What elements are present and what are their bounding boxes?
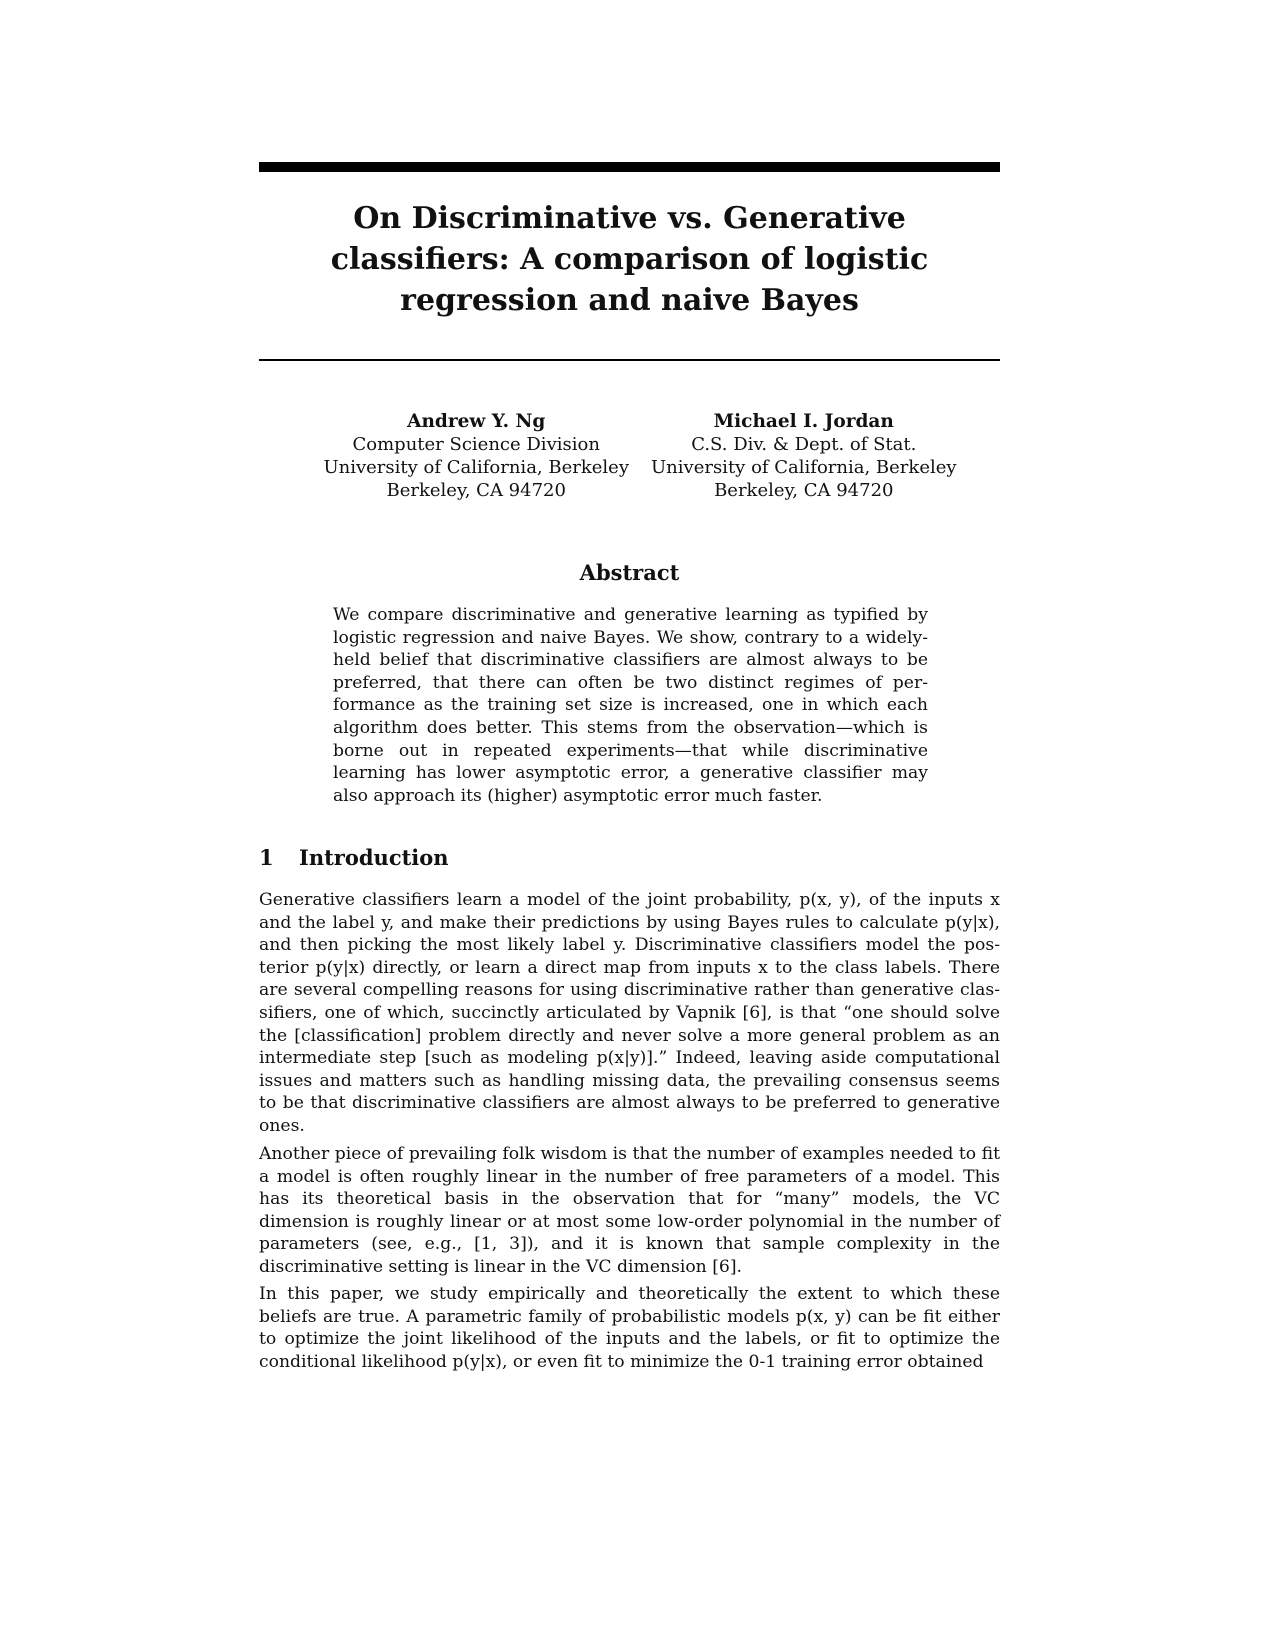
body-paragraph-1: Generative classifiers learn a model of the joint probability, p(x, y), of the inputs x and the label y, and make their predictions by using Bayes rules to calculate p(y|x), and then picking the most likely label y. Discriminative classifiers model the posterior p(y|x) directly, or learn a direct map from inputs x to the class labels. There are several compelling reasons for using discriminative rather than generative classifiers, one of which, succinctly articulated by Vapnik [6], is that “one should solve the [classification] problem directly and never solve a more general problem as an intermediate step [such as modeling p(x|y)].” Indeed, leaving aside computational issues and matters such as handling missing data, the prevailing consensus seems to be that discriminative classifiers are almost always to be preferred to generative ones. bbox=[259, 890, 1000, 1136]
author-name: Michael I. Jordan bbox=[713, 411, 894, 432]
section-number: 1 bbox=[259, 845, 274, 870]
author-affiliation: Computer Science Division bbox=[352, 434, 600, 455]
title-line-2: classifiers: A comparison of logistic bbox=[330, 242, 929, 277]
author-institution: University of California, Berkeley bbox=[651, 457, 957, 478]
body-paragraph-2: Another piece of prevailing folk wisdom is that the number of examples needed to fit a model is often roughly linear in the number of free parameters of a model. This has its theoretical basis in the observation that for “many” models, the VC dimension is roughly linear or at most some low-order polynomial in the number of parameters (see, e.g., [1, 3]), and it is known that sample complexity in the discriminative setting is linear in the VC dimension [6]. bbox=[259, 1144, 1000, 1277]
author-affiliation: C.S. Div. & Dept. of Stat. bbox=[691, 434, 917, 455]
title-bottom-rule bbox=[259, 359, 1000, 361]
body-paragraph-3: In this paper, we study empirically and theoretically the extent to which these beliefs are true. A parametric family of probabilistic models p(x, y) can be fit either to optimize the joint likelihood of the inputs and the labels, or fit to optimize the conditional likelihood p(y|x), or even fit to minimize the 0-1 training error obtained bbox=[259, 1284, 1000, 1372]
author-1 bbox=[323, 410, 629, 502]
abstract-text: We compare discriminative and generative learning as typified by logistic regression and naive Bayes. We show, contrary to a widelyheld belief that discriminative classifiers are almost always to be preferred, that there can often be two distinct regimes of performance as the training set size is increased, one in which each algorithm does better. This stems from the observation—which is borne out in repeated experiments—that while discriminative learning has lower asymptotic error, a generative classifier may also approach its (higher) asymptotic error much faster. bbox=[333, 605, 928, 806]
title-top-rule bbox=[259, 162, 1000, 172]
title-line-3: regression and naive Bayes bbox=[400, 283, 859, 318]
section-heading bbox=[259, 845, 449, 870]
author-2 bbox=[651, 410, 957, 502]
author-block bbox=[300, 410, 980, 502]
author-institution: University of California, Berkeley bbox=[323, 457, 629, 478]
section-title: Introduction bbox=[299, 845, 449, 870]
author-name: Andrew Y. Ng bbox=[407, 411, 546, 432]
title-line-1: On Discriminative vs. Generative bbox=[353, 201, 906, 236]
author-address: Berkeley, CA 94720 bbox=[386, 480, 566, 501]
abstract-heading: Abstract bbox=[579, 560, 680, 585]
paper-title bbox=[259, 198, 1000, 321]
author-address: Berkeley, CA 94720 bbox=[714, 480, 894, 501]
